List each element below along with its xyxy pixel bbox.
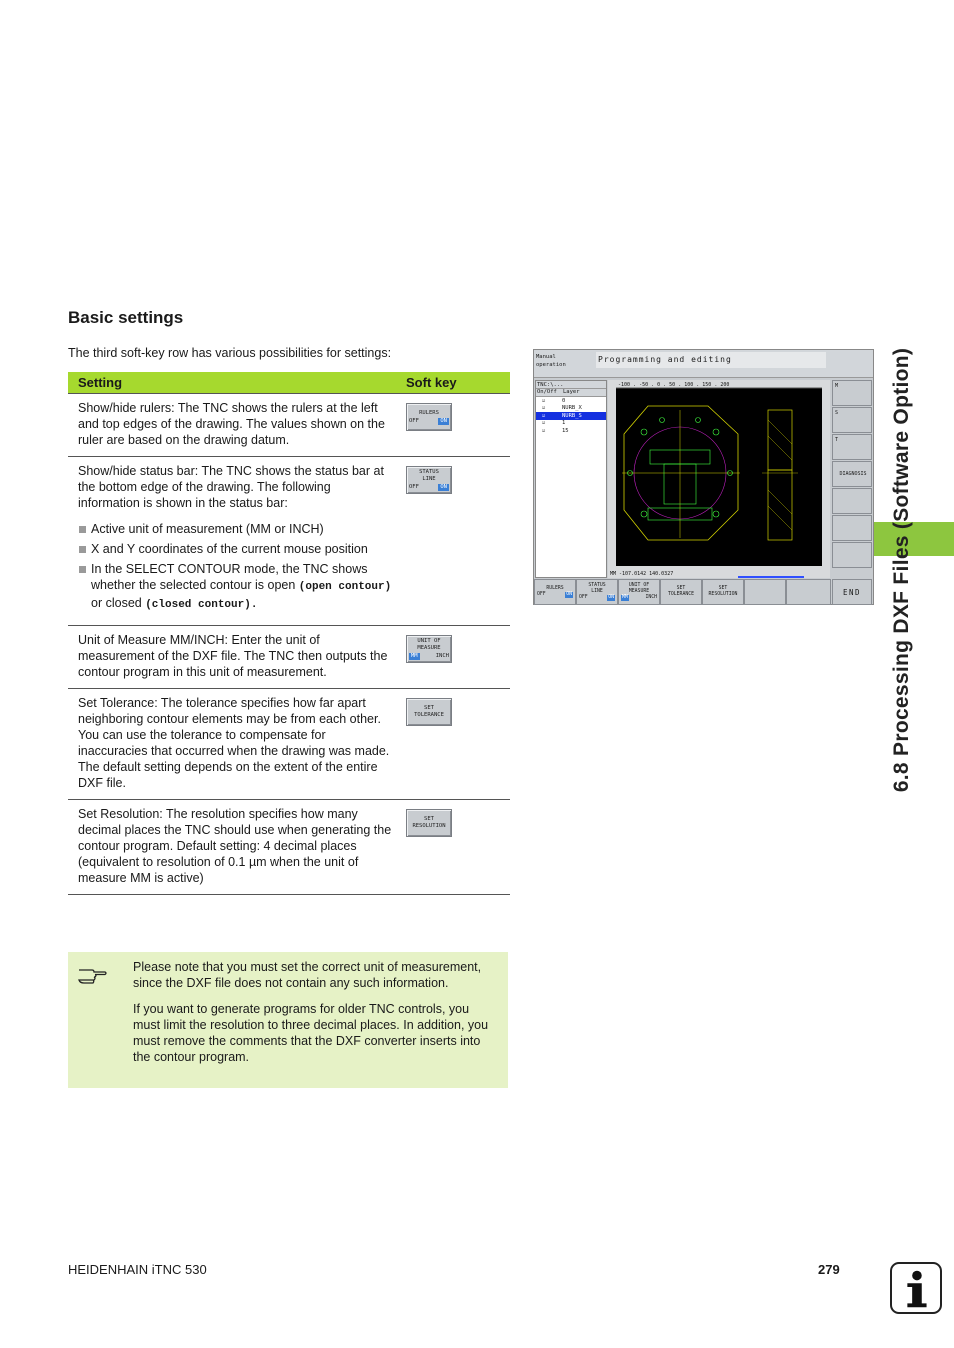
- unit-of-measure-softkey[interactable]: UNIT OF MEASURE MM INCH: [406, 635, 452, 663]
- chapter-title: 6.8 Processing DXF Files (Software Option): [890, 347, 914, 793]
- layer-row[interactable]: ☑ 1: [542, 420, 566, 427]
- machine-status-button[interactable]: M: [832, 380, 872, 406]
- screen-unit-softkey[interactable]: UNIT OF MEASURE MM INCH: [618, 579, 660, 605]
- screen-title: Programming and editing: [596, 352, 826, 368]
- row-text: Show/hide rulers: The TNC shows the rulers at the left and top edges of the drawing. The values shown on the ruler are based on the drawing datum.: [78, 401, 385, 447]
- screen-blank-softkey[interactable]: [744, 579, 786, 605]
- tool-status-button[interactable]: T: [832, 434, 872, 460]
- svg-text:-100 . -50 . 0 . 50 . 100 . 15: -100 . -50 . 0 . 50 . 100 . 150 . 200: [618, 382, 730, 388]
- note-box: [68, 952, 508, 1088]
- table-row: [68, 626, 510, 689]
- screen-softkey-row: [534, 579, 831, 605]
- settings-table: [68, 372, 510, 895]
- footer-product: HEIDENHAIN iTNC 530: [68, 1262, 207, 1277]
- layer-row[interactable]: ☑ NURB_X: [542, 405, 582, 412]
- pointing-hand-icon: [78, 962, 108, 984]
- side-softkey-blank[interactable]: [832, 515, 872, 541]
- svg-text:MM -107.0142 140.0327: MM -107.0142 140.0327: [610, 571, 674, 577]
- col-setting: Setting: [78, 375, 123, 390]
- screen-tolerance-softkey[interactable]: SET TOLERANCE: [660, 579, 702, 605]
- row-text: Set Resolution: The resolution specifies how many decimal places the TNC should use when generating the contour program. Default setting: 4 decimal places (equivalent to resolution of 0.1 µm when the unit of measure MM is active): [78, 807, 392, 885]
- row-text: Show/hide status bar: The TNC shows the status bar at the bottom edge of the drawing. The following information is shown in the status bar:: [78, 464, 384, 510]
- table-row: [68, 457, 510, 626]
- section-title: Basic settings: [68, 308, 184, 327]
- screen-rulers-softkey[interactable]: RULERS OFF ON: [534, 579, 576, 605]
- set-resolution-softkey[interactable]: SET RESOLUTION: [406, 809, 452, 837]
- side-softkey-blank[interactable]: [832, 542, 872, 568]
- table-row: [68, 394, 510, 457]
- spindle-status-button[interactable]: S: [832, 407, 872, 433]
- list-item: Active unit of measurement (MM or INCH): [78, 521, 392, 537]
- page-number: 279: [818, 1262, 840, 1277]
- screen-blank-softkey[interactable]: [786, 579, 831, 605]
- col-softkey: Soft key: [406, 375, 457, 390]
- layer-row[interactable]: ☑ 15: [542, 427, 569, 434]
- tnc-screen: Manual operation Programming and editing TNC:\... On/Off Layer ☑ 0 ☑ NURB_X ☑ NURB_S ☑ 1 ☑ 15 -100 . -50 . 0 . 50 . 100 . 150 . 200 MM -107.0142 140.0327 M S T DIAGNOSIS RULERS OFF ON STATUS LINE OFF ON UNIT OF MEASURE MM INCH SET TOLERANCE SET RESOLUTION END: [533, 349, 874, 605]
- diagnosis-button[interactable]: DIAGNOSIS: [832, 461, 872, 487]
- row-text: Unit of Measure MM/INCH: Enter the unit of measurement of the DXF file. The TNC then outputs the contour program in this unit of measurement.: [78, 633, 388, 679]
- layer-row[interactable]: ☑ 0: [542, 397, 566, 404]
- row-text: Set Tolerance: The tolerance specifies how far apart neighboring contour elements may be from each other. You can use the tolerance to compensate for inaccuracies that occurred when the drawing was made. The default setting depends on the extent of the entire DXF file.: [78, 696, 390, 790]
- rulers-softkey[interactable]: RULERS OFF ON: [406, 403, 452, 431]
- dxf-drawing-area[interactable]: [608, 380, 830, 578]
- note-paragraph: Please note that you must set the correct unit of measurement, since the DXF file does not contain any such information.: [133, 960, 482, 990]
- side-softkey-blank[interactable]: [832, 488, 872, 514]
- set-tolerance-softkey[interactable]: SET TOLERANCE: [406, 698, 452, 726]
- note-paragraph: If you want to generate programs for older TNC controls, you must limit the resolution to three decimal places. In addition, you must remove the comments that the DXF converter inserts into the contour program.: [133, 1002, 489, 1064]
- intro-text: The third soft-key row has various possibilities for settings:: [68, 346, 392, 360]
- list-item: X and Y coordinates of the current mouse position: [78, 541, 392, 557]
- screen-status-line-softkey[interactable]: STATUS LINE OFF ON: [576, 579, 618, 605]
- layer-row[interactable]: ☑ NURB_S: [536, 412, 606, 420]
- status-bar-info-list: [78, 521, 392, 613]
- status-line-softkey[interactable]: STATUS LINE OFF ON: [406, 466, 452, 494]
- list-item: In the SELECT CONTOUR mode, the TNC shows whether the selected contour is open (open contour) or closed (closed contour).: [78, 561, 392, 613]
- info-icon: [890, 1262, 942, 1314]
- end-softkey[interactable]: END: [832, 579, 872, 605]
- table-row: [68, 800, 510, 895]
- layer-panel: TNC:\... On/Off Layer ☑ 0 ☑ NURB_X ☑ NURB_S ☑ 1 ☑ 15: [535, 380, 607, 578]
- table-header: [68, 372, 510, 394]
- screen-resolution-softkey[interactable]: SET RESOLUTION: [702, 579, 744, 605]
- table-row: [68, 689, 510, 800]
